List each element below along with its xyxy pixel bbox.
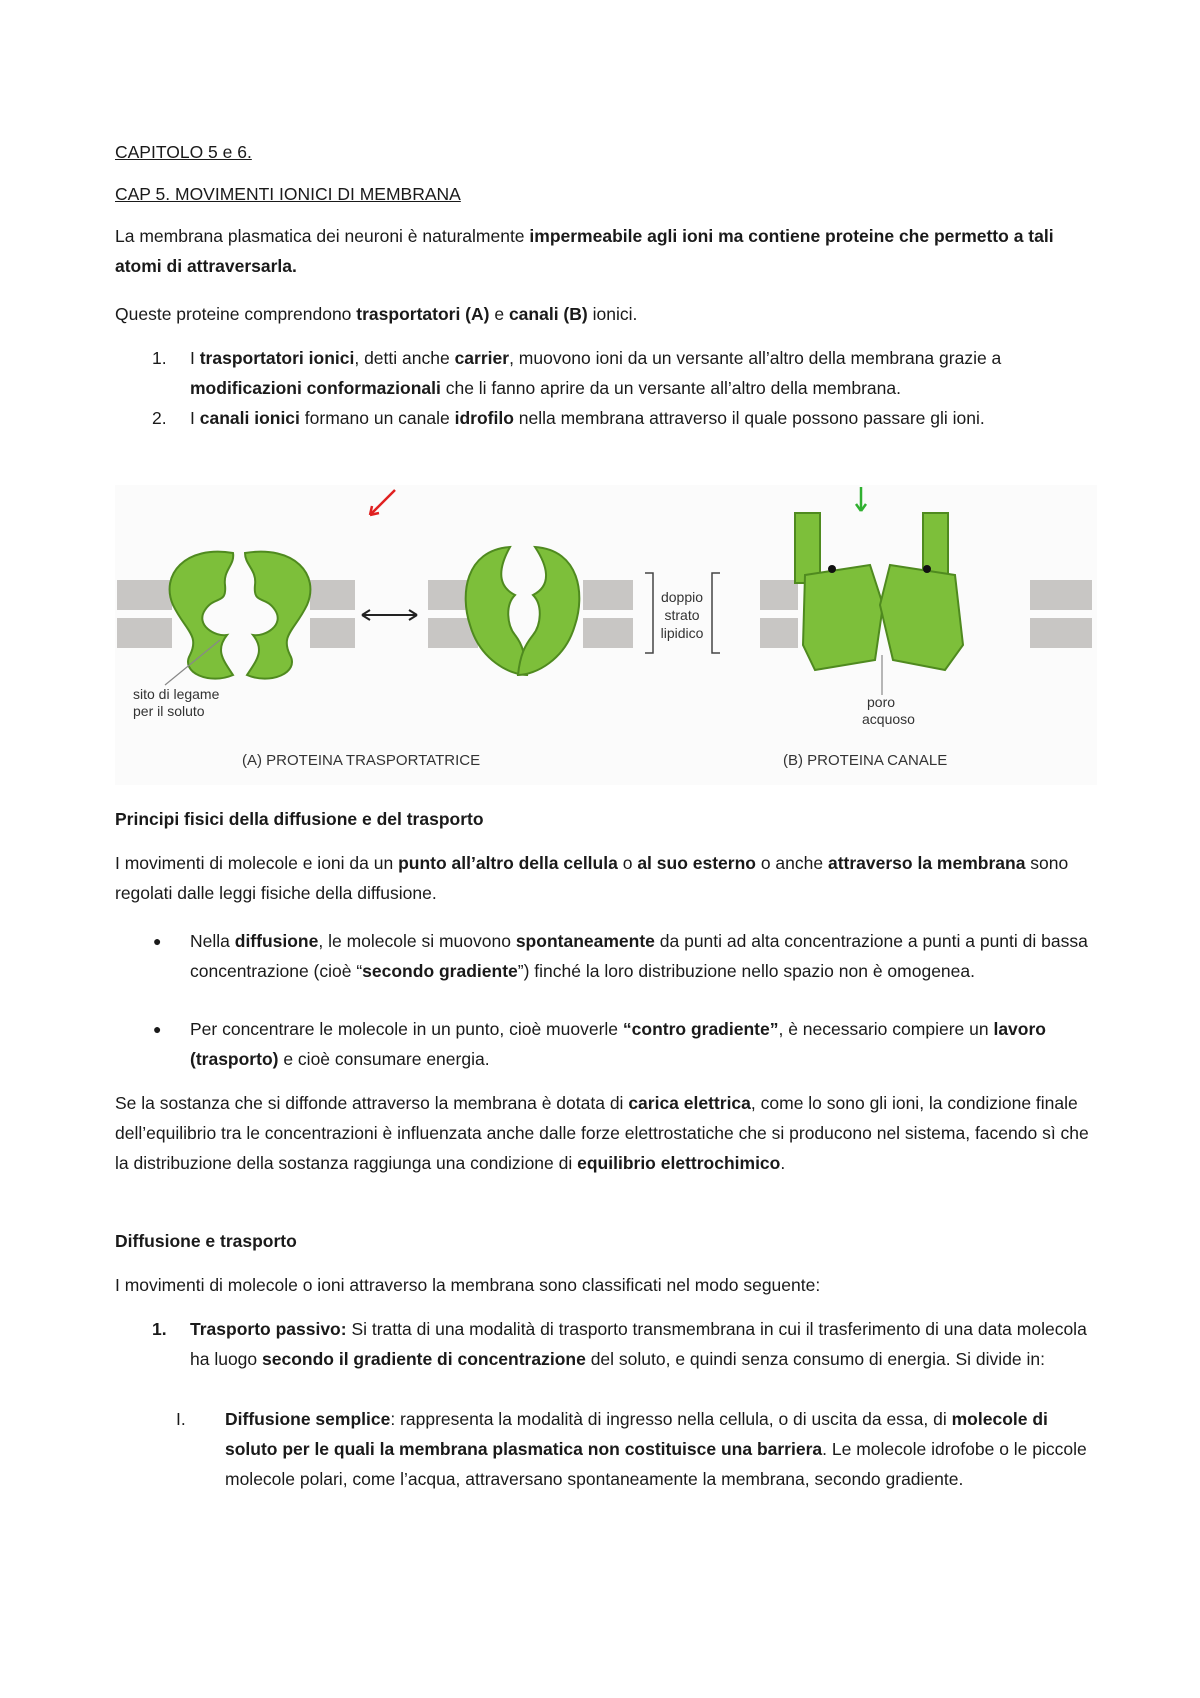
bold-run: punto all’altro della cellula: [398, 853, 618, 873]
caption-a: (A) PROTEINA TRASPORTATRICE: [242, 752, 481, 769]
intro-paragraph: [115, 221, 1095, 281]
roman-number: I.: [176, 1409, 186, 1429]
label-lipidico: lipidico: [660, 625, 704, 641]
text-run: che li fanno aprire da un versante all’altro della membrana.: [440, 378, 901, 398]
bullet-icon: ●: [153, 1021, 162, 1037]
text-run: , le molecole si muovono: [318, 931, 516, 951]
bold-run: lavoro (trasporto): [190, 1019, 1046, 1069]
bold-run: idrofilo: [454, 408, 514, 428]
carica-paragraph: [115, 1088, 1095, 1178]
label-poro-2: acquoso: [862, 711, 915, 727]
text-run: : rappresenta la modalità di ingresso nella cellula, o di uscita da essa, di: [390, 1409, 952, 1429]
text-run: , come lo sono gli ioni, la condizione finale dell’equilibrio tra le concentrazioni è influenzata anche dalle forze elettrostatiche che si producono nel sistema, facendo sì che la distribuzione della sostanza raggiunga una condizione di: [115, 1093, 1089, 1173]
text-run: ”) finché la loro distribuzione nello spazio non è omogenea.: [517, 961, 975, 981]
bold-run: carica elettrica: [628, 1093, 751, 1113]
text-run: . Le molecole idrofobe o le piccole molecole polari, come l’acqua, attraversano spontaneamente la membrana, secondo gradiente.: [225, 1439, 1087, 1489]
label-doppio: doppio: [660, 589, 704, 605]
principi-paragraph: [115, 848, 1095, 908]
bold-run: secondo il gradiente di concentrazione: [262, 1349, 586, 1369]
chapter-title: CAPITOLO 5 e 6.: [115, 142, 252, 162]
heading-diffusione: Diffusione e trasporto: [115, 1231, 297, 1251]
text-run: Si tratta di una modalità di trasporto transmembrana in cui il trasferimento di una data molecola ha luogo: [190, 1319, 1087, 1369]
list-item: [190, 1314, 1095, 1374]
list-item: [190, 403, 1095, 433]
hinge-dot-left: [828, 565, 836, 573]
section-title: CAP 5. MOVIMENTI IONICI DI MEMBRANA: [115, 184, 461, 204]
text-run: o: [617, 853, 638, 873]
text-run: Nella: [190, 931, 235, 951]
bold-run: canali ionici: [199, 408, 300, 428]
text-run: .: [780, 1153, 786, 1173]
text-run: Per concentrare le molecole in un punto, cioè muoverle: [190, 1019, 623, 1039]
text-run: ionici.: [587, 304, 638, 324]
bold-run: diffusione: [234, 931, 319, 951]
list-number: 1.: [152, 348, 167, 368]
list-item: [190, 343, 1095, 403]
label-sito-1: sito di legame: [133, 686, 220, 702]
text-run: La membrana plasmatica dei neuroni è naturalmente: [115, 226, 530, 246]
text-run: formano un canale: [299, 408, 455, 428]
text-run: o anche: [755, 853, 828, 873]
label-poro-1: poro: [867, 694, 896, 710]
bold-run: “contro gradiente”: [622, 1019, 779, 1039]
list-number: 2.: [152, 408, 167, 428]
bold-run: Trasporto passivo:: [190, 1319, 347, 1339]
text-run: e: [489, 304, 509, 324]
list-number: 1.: [152, 1319, 167, 1339]
sub-list-item: [225, 1404, 1095, 1494]
bold-run: canali (B): [508, 304, 588, 324]
label-strato: strato: [664, 607, 700, 623]
text-run: nella membrana attraverso il quale possono passare gli ioni.: [513, 408, 985, 428]
proteins-paragraph: [115, 299, 1095, 329]
text-run: da punti ad alta concentrazione a punti a punti di bassa concentrazione (cioè “: [190, 931, 1088, 981]
bullet-icon: ●: [153, 933, 162, 949]
bold-run: spontaneamente: [515, 931, 655, 951]
bold-run: al suo esterno: [637, 853, 756, 873]
text-run: sono regolati dalle leggi fisiche della diffusione.: [115, 853, 1069, 903]
bold-run: impermeabile agli ioni ma contiene proteine che permetto a tali atomi di attraversarla.: [115, 226, 1054, 276]
heading-principi: Principi fisici della diffusione e del trasporto: [115, 809, 484, 829]
text-run: I: [190, 408, 200, 428]
text-run: , è necessario compiere un: [778, 1019, 994, 1039]
bold-run: carrier: [454, 348, 510, 368]
text-run: I movimenti di molecole e ioni da un: [115, 853, 399, 873]
text-run: I: [190, 348, 200, 368]
text-run: e cioè consumare energia.: [278, 1049, 490, 1069]
bold-run: secondo gradiente: [362, 961, 518, 981]
text-run: , detti anche: [354, 348, 455, 368]
bold-run: modificazioni conformazionali: [190, 378, 441, 398]
text-run: Se la sostanza che si diffonde attraverso la membrana è dotata di: [115, 1093, 629, 1113]
bold-run: attraverso la membrana: [827, 853, 1026, 873]
text-run: Queste proteine comprendono: [115, 304, 357, 324]
bold-run: Diffusione semplice: [225, 1409, 391, 1429]
bold-run: molecole di soluto per le quali la membrana plasmatica non costituisce una barriera: [225, 1409, 1048, 1459]
bullet-item: [190, 926, 1095, 986]
bold-run: trasportatori (A): [356, 304, 490, 324]
hinge-dot-right: [923, 565, 931, 573]
text-run: del soluto, e quindi senza consumo di energia. Si divide in:: [585, 1349, 1045, 1369]
caption-b: (B) PROTEINA CANALE: [783, 752, 948, 769]
label-sito-2: per il soluto: [133, 703, 205, 719]
bold-run: trasportatori ionici: [199, 348, 355, 368]
text-run: , muovono ioni da un versante all’altro della membrana grazie a: [509, 348, 1002, 368]
bullet-item: [190, 1014, 1095, 1074]
membrane-protein-figure: [115, 485, 1097, 785]
diffusione-intro: I movimenti di molecole o ioni attraverso la membrana sono classificati nel modo seguente:: [115, 1275, 821, 1295]
bold-run: equilibrio elettrochimico: [577, 1153, 781, 1173]
